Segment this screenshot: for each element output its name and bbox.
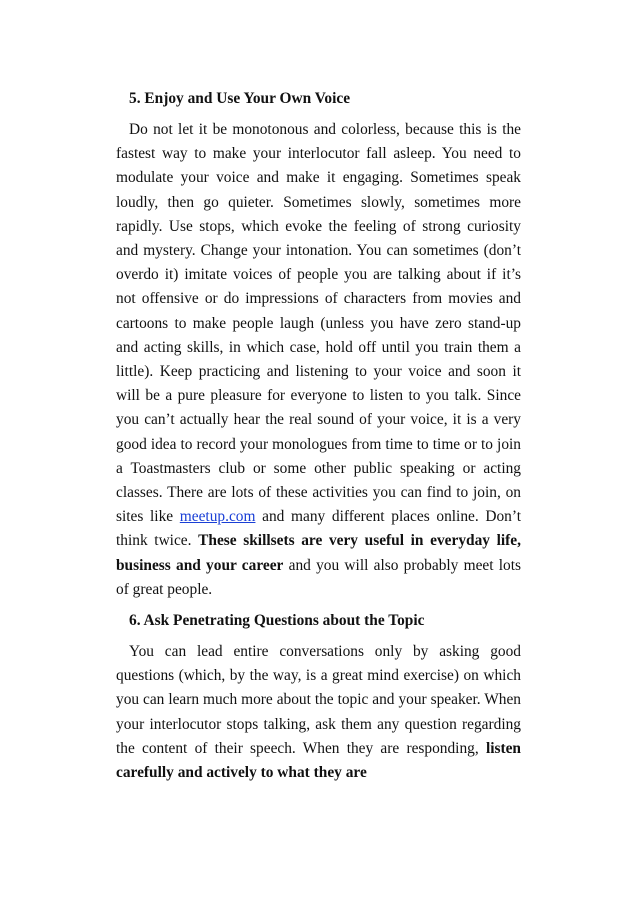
section-5-text-1: Do not let it be monotonous and colorless, because this is the fastest way to make your interlocutor fall asleep. You need to modulate your voice and make it engaging. Sometimes speak loudly, then go quieter. Sometimes slowly, sometimes more rapidly. Use stops, which evoke the feeling of strong curiosity and mystery. Change your intonation. You can sometimes (don’t overdo it) imitate voices of people you are talking about if it’s not offensive or do impressions of characters from movies and cartoons to make people laugh (unless you have zero stand-up and acting skills, in which case, hold off until you train them a little). Keep practicing and listening to your voice and soon it will be a pure pleasure for everyone to listen to you talk. Since you can’t actually hear the real sound of your voice, it is a very good idea to record your monologues from time to time or to join a Toastmasters club or some other public speaking or acting classes. There are lots of these activities you can find to join, on sites like xyxy=(116,121,521,526)
section-5-heading: 5. Enjoy and Use Your Own Voice xyxy=(129,90,351,107)
section-5-text-2: and many different places online. Don’t think twice. xyxy=(116,508,522,550)
section-5-text-3: and you will also probably meet lots of great people. xyxy=(116,556,521,598)
section-5-bold-text: These skillsets are very useful in everyday life, business and your career xyxy=(116,532,521,574)
document-page xyxy=(116,88,521,785)
meetup-link[interactable]: meetup.com xyxy=(179,508,256,526)
section-6-paragraph xyxy=(116,640,521,785)
section-6-heading: 6. Ask Penetrating Questions about the Topic xyxy=(129,612,425,630)
section-6-text-1: You can lead entire conversations only by asking good questions (which, by the way, is a great mind exercise) on which you can learn much more about the topic and your speaker. When your interlocutor stops talking, ask them any question regarding the content of their speech. When they are responding, xyxy=(116,643,521,757)
section-6-bold-text: listen carefully and actively to what they are xyxy=(116,739,521,782)
section-5-paragraph xyxy=(116,118,521,602)
